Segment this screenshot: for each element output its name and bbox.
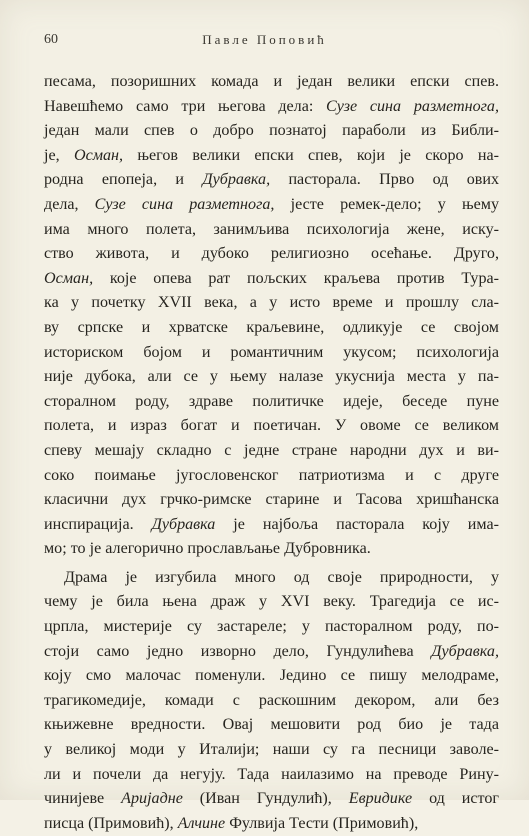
text-run: Фулвија Тести (Примовић), [225,814,419,832]
text-run: класични дух грчко-римске старине и Тасова хришћанска [44,491,499,509]
text-line [44,763,499,788]
text-line [44,713,499,738]
text-run: (Иван Гундулић), [182,790,349,808]
text-line [44,291,499,316]
text-line [44,513,499,538]
text-line [44,414,499,439]
text-line [44,316,499,341]
text-run: соко поимање југословенског патриотизма и с друге [44,466,499,484]
text-run: коју смо малочас поменули. Једино се пишу мелодраме, [44,667,499,685]
text-run: књижевне вредности. Овај мешовити род био је тада [44,716,499,734]
text-line [44,168,499,193]
text-run: сторалном роду, здраве политичке идеје, беседе пуне [44,392,499,410]
text-run: историском бојом и романтичним укусом; психологија [44,343,499,361]
text-run: трагикомедије, комади с раскошним декором, али без [44,691,499,709]
italic-title: Осман, [44,269,94,287]
text-line [44,664,499,689]
text-run: чинијеве [44,790,122,808]
text-run: је најбоља пасторала коју има- [215,515,499,533]
italic-title: Осман, [73,146,124,164]
text-run: ли и почели да негују. Тада наилазимо на преводе Рину- [44,765,499,783]
text-run: писца (Примовић), [44,814,178,832]
text-run: од истог [412,790,499,808]
text-run: један мали спев о добро познатој параболи из Библи- [44,122,499,140]
text-run: Драма је изгубила много од своје природности, у [64,568,499,586]
italic-title: Аријадне [121,790,183,808]
text-run: ву српске и хрватске краљевине, одликује се својом [44,318,499,336]
text-line [44,812,499,836]
text-line [44,640,499,665]
text-run: има много полета, занимљива психологија жене, иску- [44,220,499,238]
italic-title: Дубравка, [431,642,499,660]
text-run: песама, позоришних комада и један велики епски спев. [44,73,499,90]
text-run: је, [44,146,74,164]
page-number: 60 [44,32,58,47]
text-line [44,70,499,95]
text-run: пасторала. Прво од ових [270,171,499,189]
text-run: ство живота, и дубоко религиозно осећање. Друго, [44,245,499,263]
text-run: дела, [44,195,95,213]
italic-title: Евридике [348,790,413,808]
text-run: које опева рат пољских краљева против Тура- [93,269,499,287]
text-run: спеву мешају складно с једне стране народни дух и ви- [44,441,499,459]
italic-title: Дубравка [151,515,216,533]
text-line [44,537,499,562]
text-run: у великој моди у Италији; наши су га песници заволе- [44,741,499,759]
text-run: није дубока, али се у њему налазе укусниja места у па- [44,368,499,386]
text-line [44,267,499,292]
text-run: родна епопеја, и [44,171,203,189]
text-line [44,738,499,763]
paragraph [44,566,499,836]
text-line [44,144,499,169]
text-line [44,95,499,120]
page-header [44,32,485,52]
text-line [44,566,499,591]
text-run: црпла, мистерије су застареле; у пасторалном роду, по- [44,618,499,636]
italic-title: Сузе сина разметнога, [94,195,275,213]
text-run: полета, и израз богат и поетичан. У овоме се великом [44,417,499,435]
text-line [44,119,499,144]
text-line [44,218,499,243]
text-line [44,488,499,513]
text-run: мо; то је алегорично прослављање Дубровника. [44,540,371,558]
text-line [44,439,499,464]
text-run: ка у почетку XVII века, а у исто време и прошлу сла- [44,294,499,312]
body-text [44,70,499,836]
paragraph [44,70,499,562]
italic-title: Алчине [177,814,226,832]
text-line [44,787,499,812]
text-run: стоји само једно изворно дело, Гундулићева [44,642,432,660]
text-run: јесте ремек-дело; у њему [274,195,499,213]
text-run: чему је била њена драж у XVI веку. Трагедија се ис- [44,593,499,611]
text-run: инспирација. [44,515,152,533]
text-line [44,193,499,218]
italic-title: Дубравка, [202,171,271,189]
text-line [44,242,499,267]
text-line [44,689,499,714]
running-head: Павле Поповић [202,32,327,47]
text-run: Навешћемо само три његова дела: [44,97,327,115]
text-line [44,341,499,366]
text-line [44,590,499,615]
text-run: његов велики епски спев, који је скоро на- [123,146,499,164]
text-line [44,365,499,390]
text-line [44,615,499,640]
italic-title: Сузе сина разметнога, [326,97,500,115]
text-line [44,464,499,489]
text-line [44,390,499,415]
